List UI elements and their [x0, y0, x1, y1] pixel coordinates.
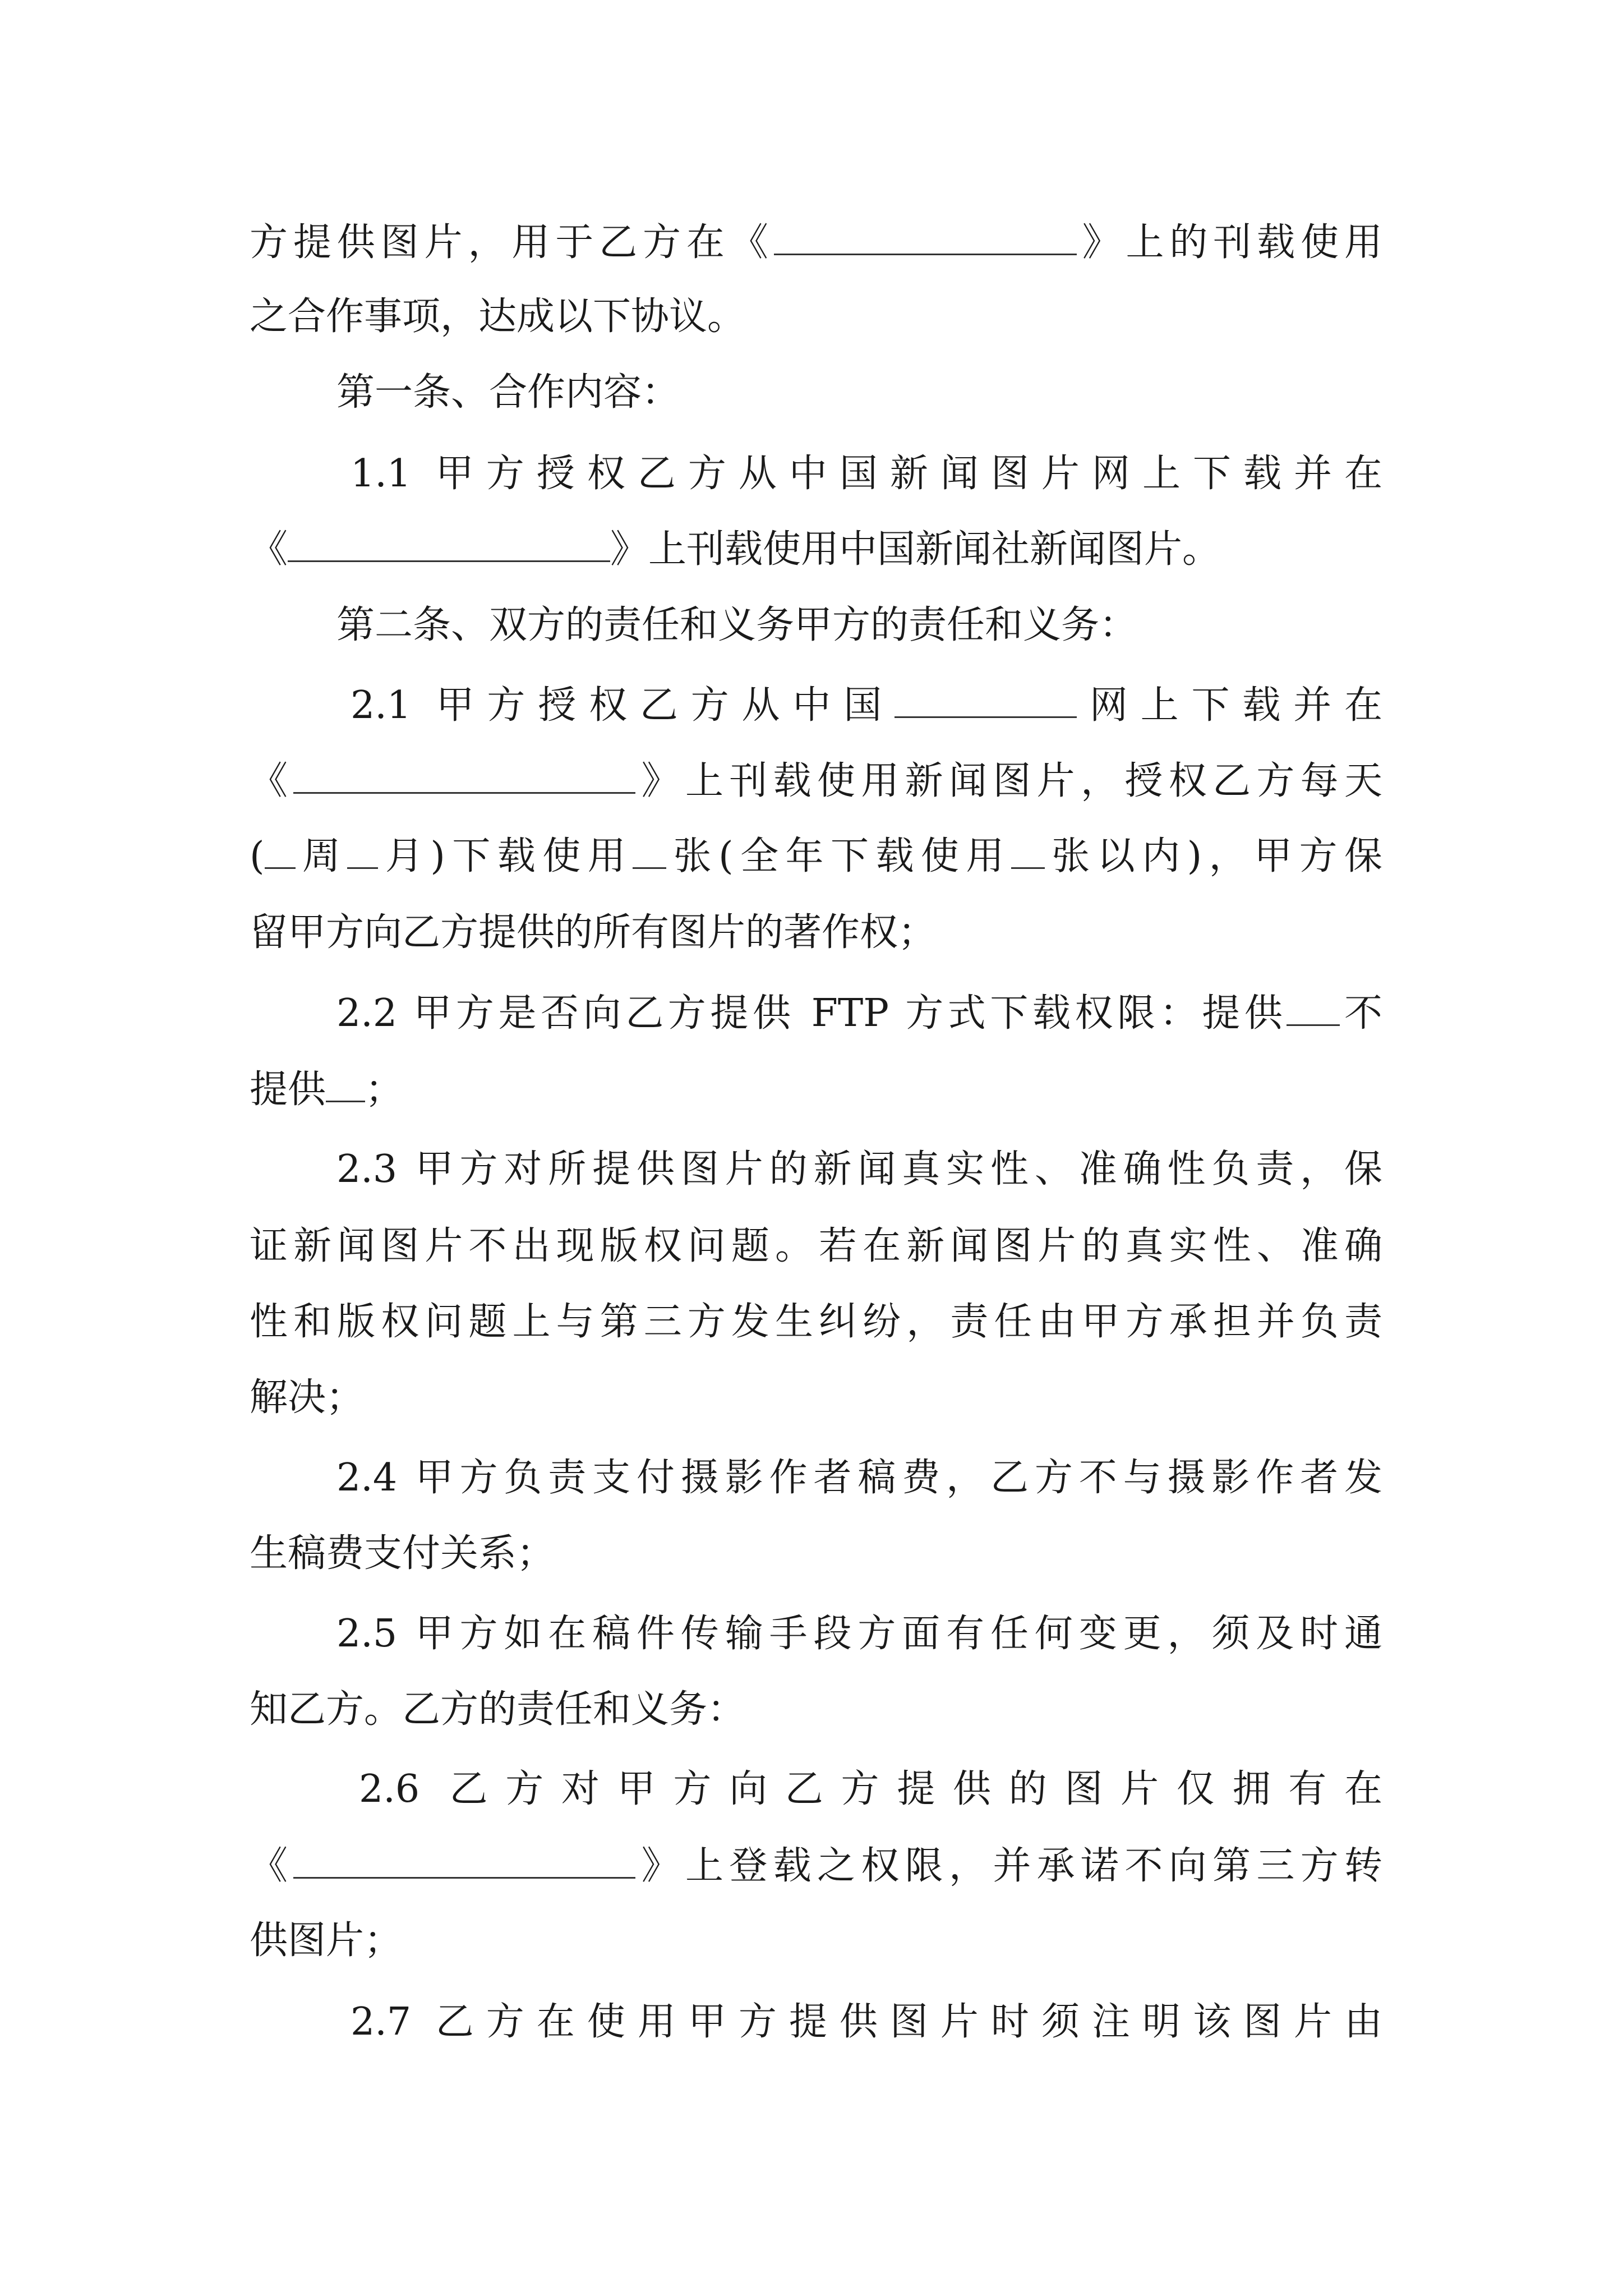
text-line [351, 443, 1382, 505]
text-line [336, 1139, 1382, 1200]
text-segment: 》上登载之权限，并承诺不向第三方转 [635, 1844, 1382, 1888]
fill-in-blank [293, 1842, 635, 1879]
text-segment: 1.1 甲方授权乙方从中国新闻图片网上下载并在 [351, 452, 1382, 496]
text-segment: 2.2 甲方是否向乙方提供 FTP 方式下载权限：提供 [336, 991, 1287, 1036]
fill-in-blank [633, 832, 666, 869]
text-segment: ； [365, 1068, 404, 1112]
text-segment: 方提供图片，用于乙方在《 [250, 220, 774, 265]
text-line [250, 1059, 1382, 1121]
text-segment: 张以内)，甲方保 [1044, 834, 1382, 878]
fill-in-blank [1011, 832, 1045, 869]
text-segment: 月)下载使用 [378, 834, 633, 878]
text-line [250, 1679, 1382, 1741]
text-line [336, 983, 1382, 1045]
fill-in-blank [293, 757, 635, 794]
text-segment: 网上下载并在 [1077, 683, 1382, 728]
text-segment: 提供 [250, 1068, 326, 1112]
fill-in-blank [1287, 990, 1340, 1026]
fill-in-blank [347, 832, 378, 869]
text-segment: 解决； [250, 1375, 365, 1420]
text-segment: 2.6 乙方对甲方向乙方提供的图片仅拥有在 [359, 1767, 1382, 1811]
text-segment: 第一条、合作内容： [336, 370, 680, 415]
text-segment: 2.5 甲方如在稿件传输手段方面有任何变更，须及时通 [336, 1612, 1382, 1656]
text-segment: 之合作事项，达成以下协议。 [250, 295, 746, 339]
text-segment: 》上的刊载使用 [1076, 220, 1382, 265]
text-line [250, 1216, 1382, 1277]
text-segment: 2.4 甲方负责支付摄影作者稿费，乙方不与摄影作者发 [336, 1456, 1382, 1500]
text-line [250, 519, 1382, 581]
section-heading [336, 595, 1382, 656]
fill-in-blank [326, 1066, 365, 1102]
text-line [250, 1910, 1382, 1972]
text-segment: 周 [295, 834, 348, 878]
text-segment: 2.3 甲方对所提供图片的新闻真实性、准确性负责，保 [336, 1147, 1382, 1191]
text-line [250, 286, 1382, 348]
text-line [250, 1367, 1382, 1429]
text-line [336, 1603, 1382, 1665]
text-line [351, 675, 1382, 737]
text-segment: 》上刊载使用新闻图片，授权乙方每天 [635, 759, 1382, 803]
text-segment: 生稿费支付关系； [250, 1531, 555, 1576]
text-line [250, 826, 1382, 887]
text-segment: 张(全年下载使用 [666, 834, 1011, 878]
text-segment: 《 [250, 527, 288, 572]
fill-in-blank [265, 832, 296, 869]
text-line [351, 1991, 1382, 2053]
section-heading [336, 362, 1382, 424]
fill-in-blank [288, 526, 610, 562]
text-line [359, 1759, 1382, 1820]
fill-in-blank [895, 682, 1077, 718]
text-segment: 2.1 甲方授权乙方从中国 [351, 683, 895, 728]
text-segment: 第二条、双方的责任和义务甲方的责任和义务： [336, 603, 1138, 647]
text-segment: 》上刊载使用中国新闻社新闻图片。 [610, 527, 1221, 572]
text-segment: ( [250, 834, 265, 878]
text-segment: 留甲方向乙方提供的所有图片的著作权； [250, 910, 937, 955]
text-line [250, 212, 1382, 274]
text-line [336, 1447, 1382, 1509]
text-line [250, 1291, 1382, 1353]
text-line [250, 1835, 1382, 1897]
text-line [250, 1523, 1382, 1585]
text-segment: 证新闻图片不出现版权问题。若在新闻图片的真实性、准确 [250, 1224, 1382, 1268]
text-line [250, 902, 1382, 964]
text-segment: 2.7 乙方在使用甲方提供图片时须注明该图片由 [351, 2000, 1382, 2044]
text-segment: 《 [250, 759, 294, 803]
text-segment: 不 [1340, 991, 1382, 1036]
fill-in-blank [774, 219, 1077, 255]
text-segment: 供图片； [250, 1918, 403, 1963]
text-segment: 知乙方。乙方的责任和义务： [250, 1687, 746, 1732]
text-line [250, 751, 1382, 812]
text-segment: 《 [250, 1844, 294, 1888]
text-segment: 性和版权问题上与第三方发生纠纷，责任由甲方承担并负责 [250, 1300, 1382, 1344]
